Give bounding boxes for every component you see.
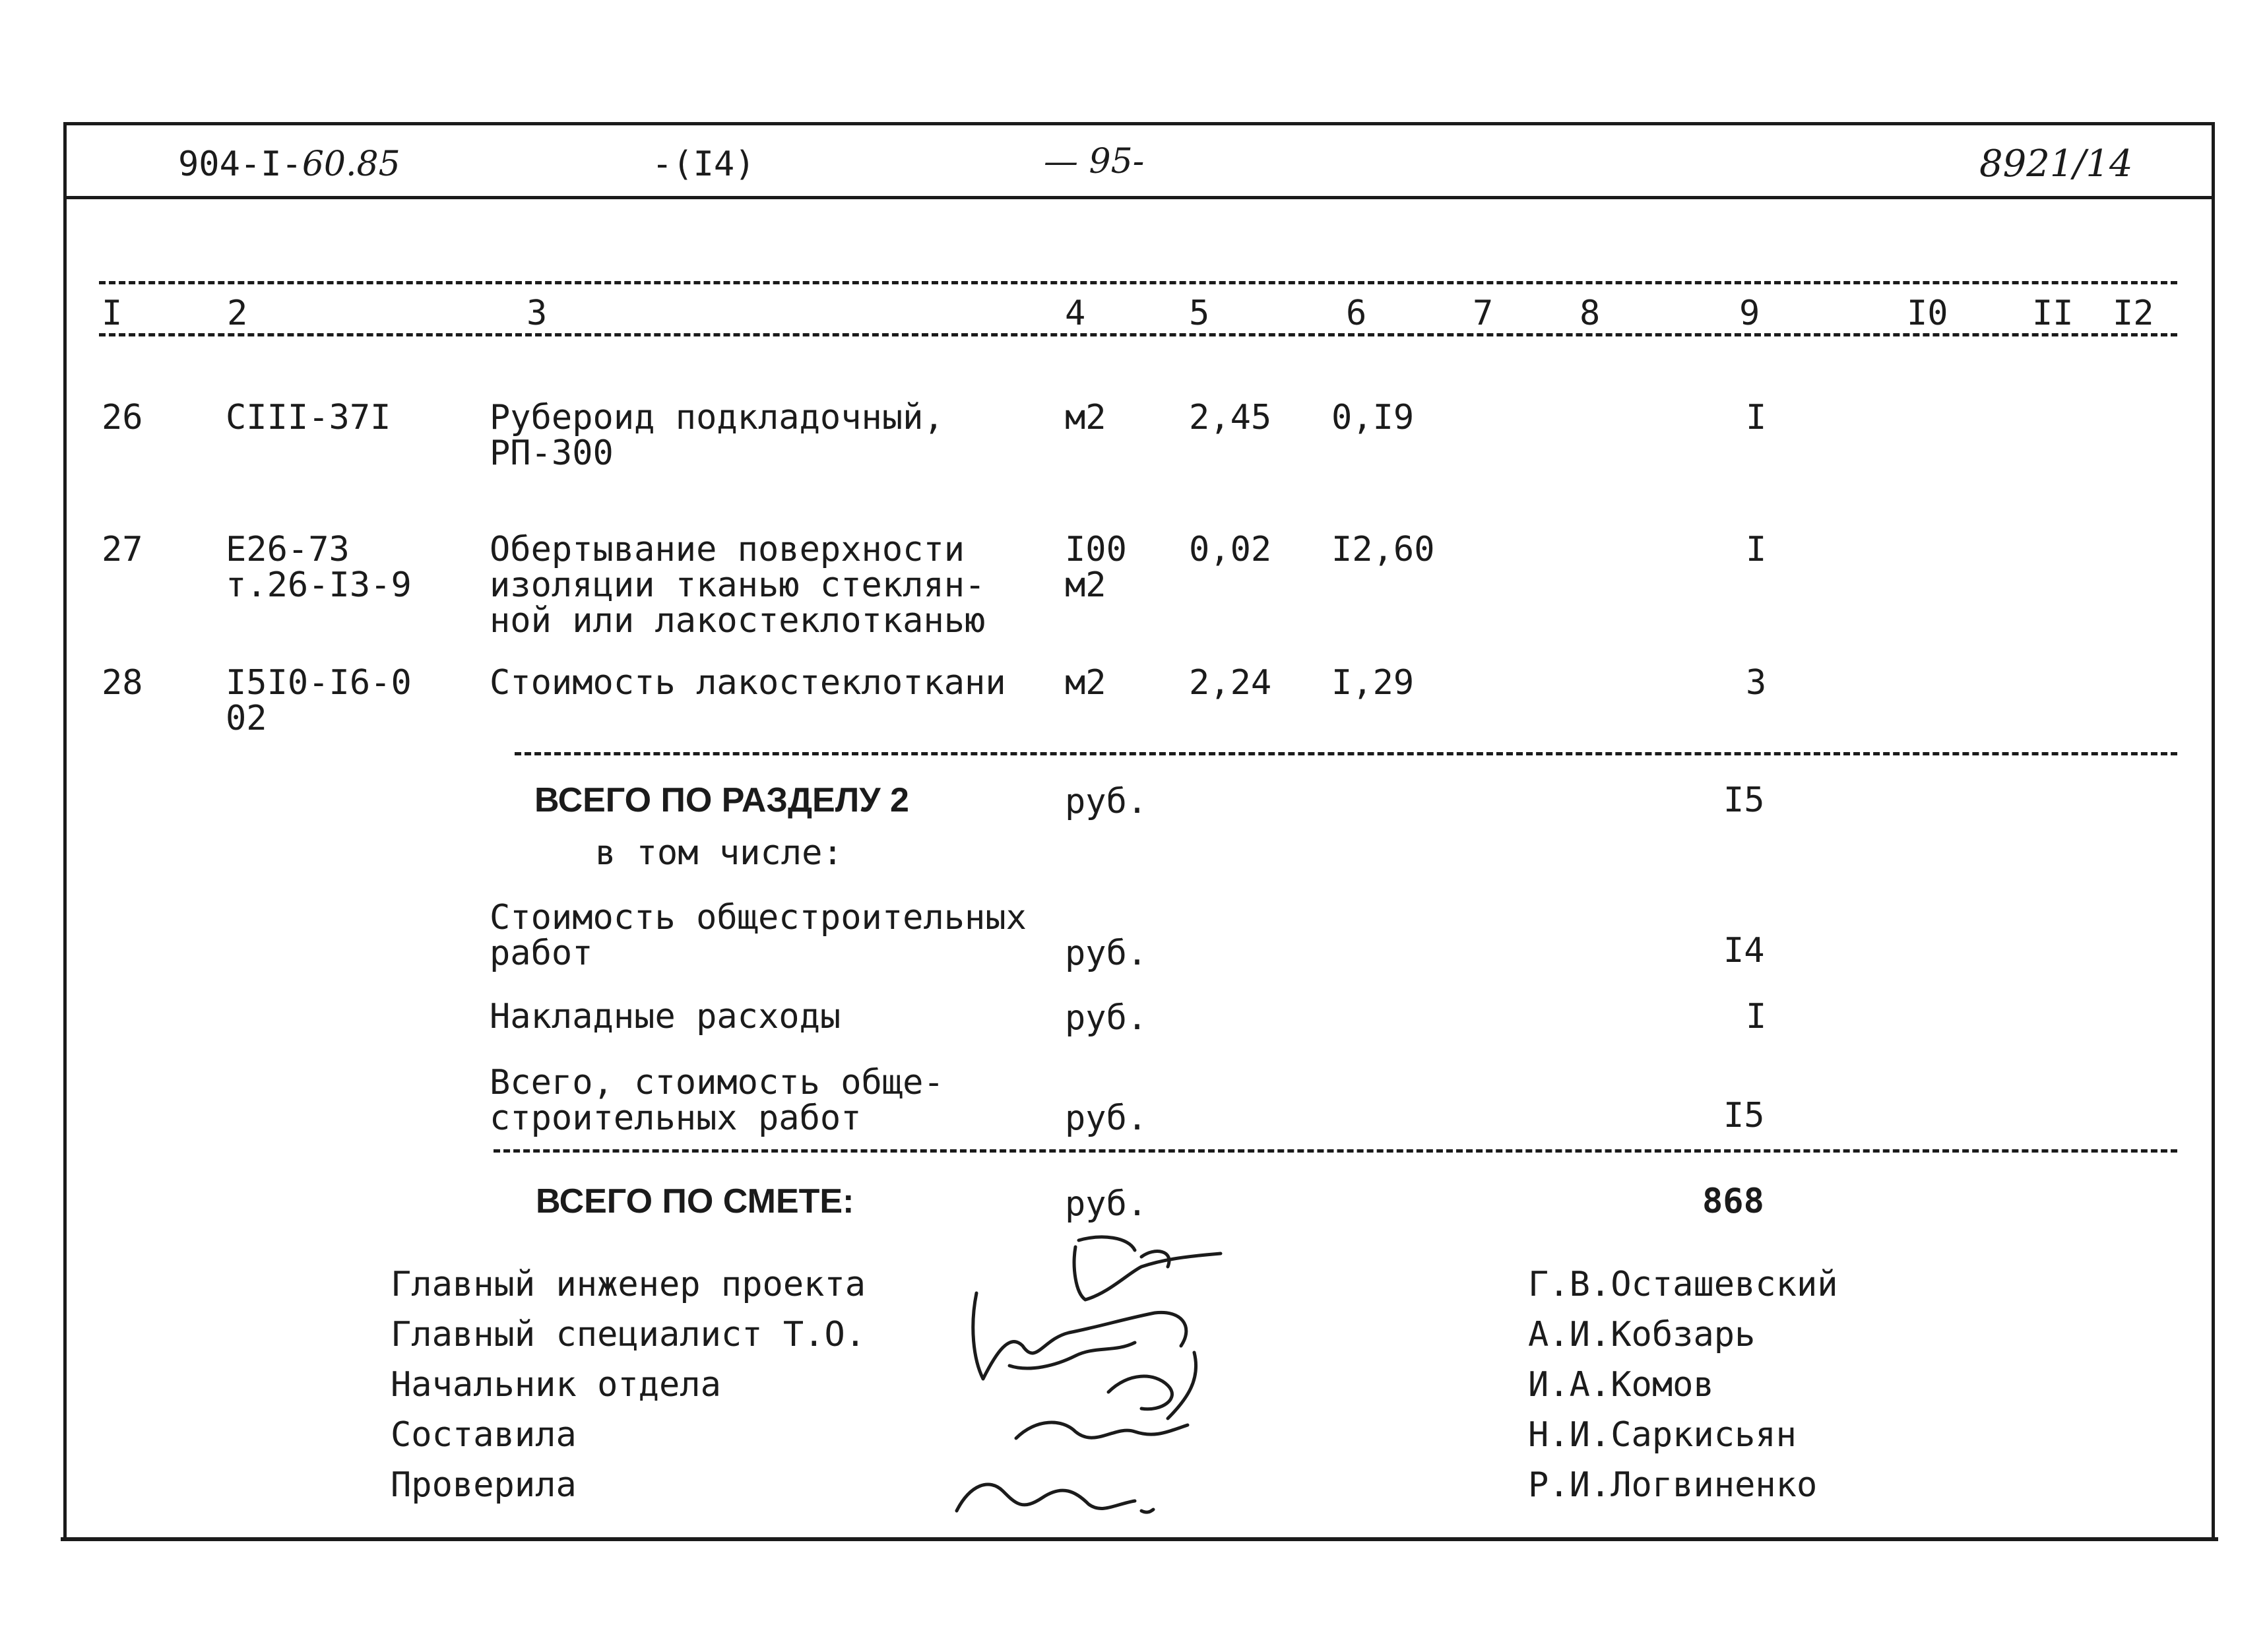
column-header: II [2032, 294, 2074, 333]
column-header: I0 [1907, 294, 1948, 333]
row-number: 28 [102, 663, 143, 703]
row-quantity: 0,02 [1189, 530, 1272, 569]
general-works-value: I4 [1723, 931, 1765, 970]
general-works-label: Стоимость общестроительных работ [490, 898, 1027, 973]
section-total-value: I5 [1723, 780, 1765, 820]
signature-role: Главный специалист Т.О. [391, 1315, 866, 1354]
row-number: 27 [102, 530, 143, 569]
row-number: 26 [102, 398, 143, 437]
archive-number: 8921/14 [1979, 143, 2133, 185]
signature-4 [1016, 1422, 1188, 1438]
column-header: 5 [1189, 294, 1210, 333]
row-total: I [1746, 530, 1767, 569]
estimate-total-value: 868 [1702, 1182, 1764, 1221]
column-header-top-dash [99, 281, 2177, 284]
estimate-total-unit: руб. [1065, 1184, 1148, 1224]
column-header: 4 [1065, 294, 1086, 333]
signature-name: Р.И.Логвиненко [1528, 1465, 1818, 1505]
general-works-unit: руб. [1065, 934, 1148, 973]
frame-header-rule [66, 196, 2214, 199]
column-header: I2 [2113, 294, 2154, 333]
page-number: — 95- [1044, 142, 1145, 181]
signature-role: Начальник отдела [391, 1365, 721, 1405]
overhead-label: Накладные расходы [490, 997, 841, 1036]
row-code: Е26-73 т.26-I3-9 [226, 530, 412, 605]
row-name: Рубероид подкладочный, РП-300 [490, 398, 944, 473]
column-header-bottom-dash [99, 333, 2177, 336]
sheet-number: -(I4) [652, 144, 755, 184]
frame-left-line [63, 122, 67, 1541]
signature-role: Составила [391, 1415, 577, 1455]
column-header: 6 [1346, 294, 1367, 333]
overhead-value: I [1746, 997, 1767, 1036]
signature-role: Проверила [391, 1465, 577, 1505]
row-unit: I00 м2 [1065, 530, 1127, 605]
signatures-handwritten [943, 1221, 1287, 1531]
signature-name: Н.И.Саркисьян [1528, 1415, 1797, 1455]
section-total-unit: руб. [1065, 782, 1148, 821]
row-total: 3 [1746, 663, 1767, 703]
row-price: I2,60 [1331, 530, 1435, 569]
doc-code-handwritten: 60.85 [302, 144, 400, 184]
row-price: I,29 [1331, 663, 1415, 703]
row-code: I5I0-I6-0 02 [226, 663, 412, 738]
row-unit: м2 [1065, 663, 1106, 703]
signature-5 [957, 1484, 1153, 1512]
summary-separator-dash [515, 752, 2177, 755]
column-header: 9 [1739, 294, 1760, 333]
signature-role: Главный инженер проекта [391, 1265, 866, 1304]
row-code: СIII-37I [226, 398, 391, 437]
row-price: 0,I9 [1331, 398, 1415, 437]
column-header: 8 [1580, 294, 1601, 333]
frame-top-line [66, 122, 2214, 125]
row-total: I [1746, 398, 1767, 437]
frame-bottom-line [61, 1537, 2218, 1541]
signature-name: А.И.Кобзарь [1528, 1315, 1756, 1354]
total-general-label: Всего, стоимость обще- строительных работ [490, 1063, 944, 1138]
column-header: I [102, 294, 123, 333]
signature-3 [1108, 1352, 1196, 1418]
row-quantity: 2,24 [1189, 663, 1272, 703]
signature-2-tail [1009, 1343, 1135, 1368]
including-label: в том числе: [595, 833, 843, 873]
column-header: 3 [527, 294, 548, 333]
overhead-unit: руб. [1065, 998, 1148, 1038]
doc-code: 904-I-60.85 [178, 144, 400, 184]
row-name: Обертывание поверхности изоляции тканью стеклян- ной или лакостеклотканью [490, 530, 986, 641]
row-unit: м2 [1065, 398, 1106, 437]
total-general-unit: руб. [1065, 1098, 1148, 1138]
column-header: 7 [1473, 294, 1494, 333]
column-header: 2 [227, 294, 248, 333]
total-general-value: I5 [1723, 1096, 1765, 1135]
estimate-total-label: ВСЕГО ПО СМЕТЕ: [536, 1182, 854, 1221]
row-quantity: 2,45 [1189, 398, 1272, 437]
estimate-separator-dash [494, 1149, 2177, 1153]
signature-name: И.А.Комов [1528, 1365, 1714, 1405]
signature-2 [973, 1293, 1186, 1379]
section-total-label: ВСЕГО ПО РАЗДЕЛУ 2 [534, 781, 909, 819]
frame-right-line [2212, 122, 2215, 1541]
row-name: Стоимость лакостеклоткани [490, 663, 1006, 703]
signature-name: Г.В.Осташевский [1528, 1265, 1838, 1304]
